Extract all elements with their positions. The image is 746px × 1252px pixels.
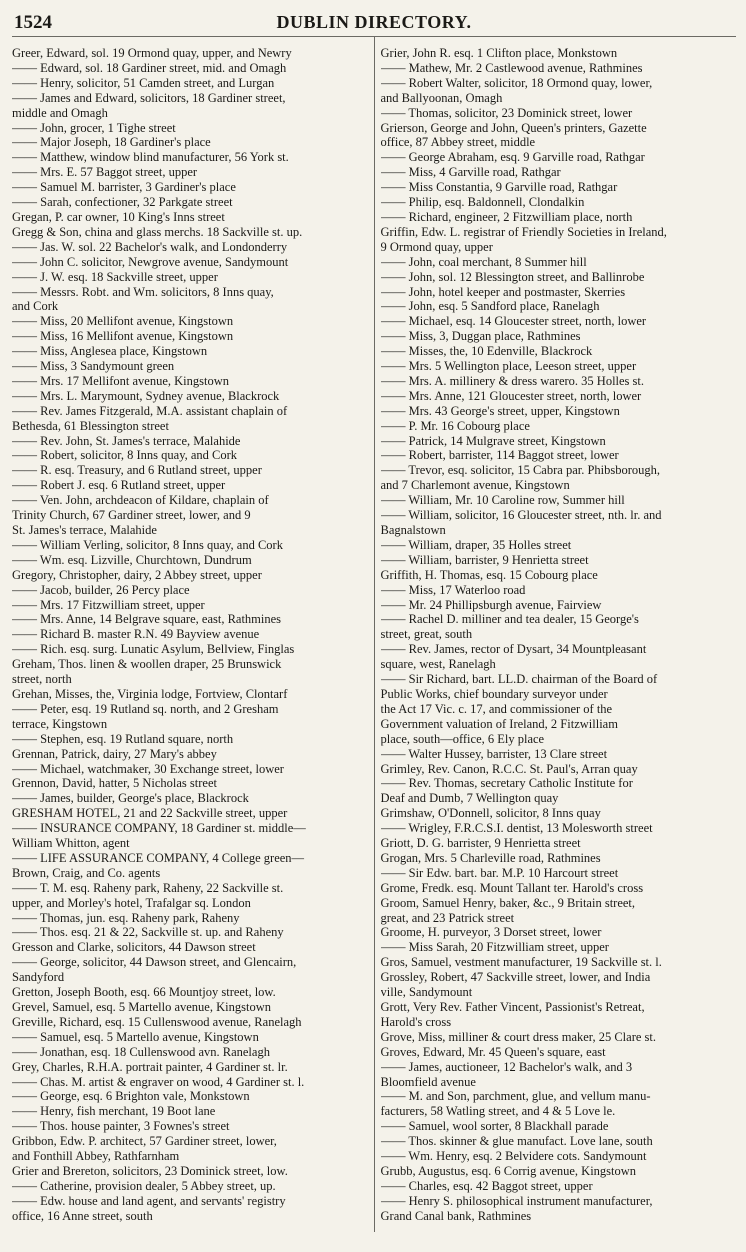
- directory-entry: —— Sir Richard, bart. LL.D. chairman of the Board of: [380, 672, 658, 687]
- directory-entry: Greer, Edward, sol. 19 Ormond quay, upper, and Newry: [12, 46, 292, 60]
- directory-columns: [12, 37, 736, 1232]
- directory-entry: —— Charles, esq. 42 Baggot street, upper: [380, 1178, 593, 1193]
- directory-entry: —— Robert, solicitor, 8 Inns quay, and Cork: [12, 448, 238, 463]
- directory-entry: —— Mrs. 17 Fitzwilliam street, upper: [12, 597, 205, 612]
- directory-entry: —— Philip, esq. Baldonnell, Clondalkin: [380, 195, 585, 210]
- directory-entry: —— Wm. esq. Lizville, Churchtown, Dundrum: [12, 552, 252, 567]
- directory-entry: —— George Abraham, esq. 9 Garville road, Rathgar: [380, 150, 645, 165]
- directory-entry: —— Mrs. Anne, 121 Gloucester street, north, lower: [380, 388, 642, 403]
- directory-entry: —— James and Edward, solicitors, 18 Gardiner street,: [12, 90, 286, 105]
- directory-entry: —— Walter Hussey, barrister, 13 Clare street: [380, 746, 608, 761]
- directory-entry: —— Jonathan, esq. 18 Cullenswood avn. Ranelagh: [12, 1044, 270, 1059]
- directory-entry: Greville, Richard, esq. 15 Cullenswood avenue, Ranelagh: [12, 1014, 302, 1029]
- directory-entry: Grove, Miss, milliner & court dress maker, 25 Clare st.: [380, 1029, 656, 1044]
- directory-entry: —— Mrs. Anne, 14 Belgrave square, east, Rathmines: [12, 612, 282, 627]
- directory-entry: Grier, John R. esq. 1 Clifton place, Monkstown: [380, 46, 618, 60]
- directory-entry: ville, Sandymount: [380, 985, 473, 1000]
- directory-entry: Brown, Craig, and Co. agents: [12, 865, 161, 880]
- directory-entry: Grehan, Misses, the, Virginia lodge, Fortview, Clontarf: [12, 686, 288, 701]
- directory-entry: —— Miss, 16 Mellifont avenue, Kingstown: [12, 329, 234, 344]
- running-title: DUBLIN DIRECTORY.: [276, 12, 472, 32]
- directory-entry: Griffith, H. Thomas, esq. 15 Cobourg place: [380, 567, 598, 582]
- directory-entry: —— Major Joseph, 18 Gardiner's place: [12, 135, 211, 150]
- directory-entry: —— John, grocer, 1 Tighe street: [12, 120, 176, 135]
- directory-entry: middle and Omagh: [12, 105, 108, 120]
- directory-entry: Grevel, Samuel, esq. 5 Martello avenue, Kingstown: [12, 1000, 271, 1014]
- directory-entry: GRESHAM HOTEL, 21 and 22 Sackville street, upper: [12, 806, 288, 821]
- directory-entry: —— P. Mr. 16 Cobourg place: [380, 418, 530, 433]
- directory-entry: —— Thos. house painter, 3 Fownes's street: [12, 1119, 230, 1134]
- directory-entry: Bagnalstown: [380, 523, 446, 537]
- directory-entry: and 7 Charlemont avenue, Kingstown: [380, 478, 570, 493]
- directory-entry: —— Thos. skinner & glue manufact. Love lane, south: [380, 1134, 653, 1149]
- directory-entry: place, south—office, 6 Ely place: [380, 731, 545, 746]
- directory-entry: Grome, Fredk. esq. Mount Tallant ter. Harold's cross: [380, 880, 644, 895]
- directory-entry: —— INSURANCE COMPANY, 18 Gardiner st. middle—: [12, 821, 306, 836]
- directory-entry: 9 Ormond quay, upper: [380, 239, 493, 254]
- directory-entry: —— Richard B. master R.N. 49 Bayview avenue: [12, 627, 260, 642]
- directory-entry: office, 16 Anne street, south: [12, 1208, 153, 1223]
- directory-entry: —— Stephen, esq. 19 Rutland square, north: [12, 731, 234, 746]
- directory-entry: —— Robert, barrister, 114 Baggot street, lower: [380, 448, 619, 463]
- directory-entry: —— Ven. John, archdeacon of Kildare, chaplain of: [12, 493, 269, 508]
- directory-entry: —— Edw. house and land agent, and servants' registry: [12, 1193, 286, 1208]
- directory-entry: —— William, solicitor, 16 Gloucester street, nth. lr. and: [380, 508, 662, 523]
- directory-entry: —— Rachel D. milliner and tea dealer, 15 George's: [380, 612, 639, 627]
- right-column: [375, 46, 737, 1232]
- directory-entry: Harold's cross: [380, 1014, 452, 1029]
- directory-entry: Griffin, Edw. L. registrar of Friendly Societies in Ireland,: [380, 224, 667, 239]
- directory-entry: —— Mrs. 17 Mellifont avenue, Kingstown: [12, 373, 229, 388]
- directory-entry: —— Miss, 20 Mellifont avenue, Kingstown: [12, 314, 234, 329]
- directory-entry: —— Miss, 3, Duggan place, Rathmines: [380, 329, 581, 344]
- directory-entry: —— Misses, the, 10 Edenville, Blackrock: [380, 344, 593, 359]
- directory-entry: —— Jas. W. sol. 22 Bachelor's walk, and Londonderry: [12, 239, 288, 254]
- directory-entry: —— Miss Sarah, 20 Fitzwilliam street, upper: [380, 940, 609, 955]
- directory-entry: Gregan, P. car owner, 10 King's Inns street: [12, 209, 225, 224]
- directory-entry: Grierson, George and John, Queen's printers, Gazette: [380, 120, 647, 135]
- directory-entry: —— John C. solicitor, Newgrove avenue, Sandymount: [12, 254, 289, 269]
- directory-entry: street, north: [12, 672, 72, 687]
- directory-entry: —— Wm. Henry, esq. 2 Belvidere cots. Sandymount: [380, 1149, 647, 1164]
- directory-entry: —— Miss, 17 Waterloo road: [380, 582, 526, 597]
- directory-entry: —— Edward, sol. 18 Gardiner street, mid. and Omagh: [12, 60, 287, 75]
- directory-entry: Grey, Charles, R.H.A. portrait painter, 4 Gardiner st. lr.: [12, 1059, 288, 1074]
- left-column: [12, 46, 374, 1232]
- directory-entry: —— Rev. James Fitzgerald, M.A. assistant chaplain of: [12, 403, 288, 418]
- directory-entry: and Ballyoonan, Omagh: [380, 90, 503, 105]
- directory-entry: —— William, draper, 35 Holles street: [380, 537, 572, 552]
- directory-entry: —— Mrs. E. 57 Baggot street, upper: [12, 165, 198, 180]
- directory-entry: Sandyford: [12, 970, 65, 985]
- directory-entry: —— Henry, fish merchant, 19 Boot lane: [12, 1104, 216, 1119]
- directory-entry: Grier and Brereton, solicitors, 23 Dominick street, low.: [12, 1163, 288, 1178]
- directory-entry: —— Michael, watchmaker, 30 Exchange street, lower: [12, 761, 284, 776]
- directory-entry: Groom, Samuel Henry, baker, &c., 9 Britain street,: [380, 895, 636, 910]
- directory-entry: Public Works, chief boundary surveyor under: [380, 686, 608, 701]
- directory-entry: —— Henry S. philosophical instrument manufacturer,: [380, 1193, 653, 1208]
- directory-entry: Gretton, Joseph Booth, esq. 66 Mountjoy street, low.: [12, 985, 276, 1000]
- directory-entry: —— Richard, engineer, 2 Fitzwilliam place, north: [380, 209, 633, 224]
- directory-entry: —— Chas. M. artist & engraver on wood, 4 Gardiner st. l.: [12, 1074, 305, 1089]
- directory-entry: terrace, Kingstown: [12, 716, 108, 731]
- directory-entry: —— Matthew, window blind manufacturer, 56 York st.: [12, 150, 289, 165]
- directory-entry: —— John, hotel keeper and postmaster, Skerries: [380, 284, 626, 299]
- directory-entry: —— Mrs. 43 George's street, upper, Kingstown: [380, 403, 620, 418]
- directory-entry: —— Samuel M. barrister, 3 Gardiner's place: [12, 180, 236, 195]
- directory-entry: —— Mathew, Mr. 2 Castlewood avenue, Rathmines: [380, 60, 643, 75]
- directory-entry: Groves, Edward, Mr. 45 Queen's square, east: [380, 1044, 606, 1059]
- directory-entry: —— Mrs. 5 Wellington place, Leeson street, upper: [380, 359, 637, 374]
- directory-entry: —— Mrs. A. millinery & dress warero. 35 Holles st.: [380, 373, 645, 388]
- directory-entry: —— Wrigley, F.R.C.S.I. dentist, 13 Molesworth street: [380, 821, 653, 836]
- directory-entry: —— Mr. 24 Phillipsburgh avenue, Fairview: [380, 597, 602, 612]
- directory-entry: —— Sir Edw. bart. bar. M.P. 10 Harcourt street: [380, 865, 619, 880]
- directory-entry: —— Thomas, solicitor, 23 Dominick street, lower: [380, 105, 633, 120]
- directory-entry: —— Peter, esq. 19 Rutland sq. north, and 2 Gresham: [12, 701, 279, 716]
- directory-entry: —— Messrs. Robt. and Wm. solicitors, 8 Inns quay,: [12, 284, 274, 299]
- directory-entry: —— Michael, esq. 14 Gloucester street, north, lower: [380, 314, 647, 329]
- directory-entry: and Cork: [12, 299, 59, 314]
- directory-entry: —— John, coal merchant, 8 Summer hill: [380, 254, 587, 269]
- directory-entry: Government valuation of Ireland, 2 Fitzwilliam: [380, 716, 618, 731]
- directory-entry: Grimley, Rev. Canon, R.C.C. St. Paul's, Arran quay: [380, 761, 638, 776]
- directory-entry: —— T. M. esq. Raheny park, Raheny, 22 Sackville st.: [12, 880, 284, 895]
- directory-entry: William Whitton, agent: [12, 836, 130, 851]
- directory-entry: —— John, sol. 12 Blessington street, and Ballinrobe: [380, 269, 645, 284]
- directory-entry: —— Samuel, esq. 5 Martello avenue, Kingstown: [12, 1029, 259, 1044]
- directory-entry: Griott, D. G. barrister, 9 Henrietta street: [380, 836, 581, 851]
- directory-entry: Grossley, Robert, 47 Sackville street, lower, and India: [380, 970, 651, 985]
- directory-entry: —— Patrick, 14 Mulgrave street, Kingstown: [380, 433, 606, 448]
- page-number: 1524: [14, 12, 52, 33]
- directory-entry: —— Thos. esq. 21 & 22, Sackville st. up. and Raheny: [12, 925, 284, 940]
- directory-entry: —— James, builder, George's place, Blackrock: [12, 791, 249, 806]
- directory-entry: —— George, solicitor, 44 Dawson street, and Glencairn,: [12, 955, 297, 970]
- directory-entry: upper, and Morley's hotel, Trafalgar sq. London: [12, 895, 251, 910]
- directory-entry: —— LIFE ASSURANCE COMPANY, 4 College green—: [12, 850, 305, 865]
- directory-entry: —— William, barrister, 9 Henrietta street: [380, 552, 589, 567]
- directory-entry: —— Robert J. esq. 6 Rutland street, upper: [12, 478, 226, 493]
- directory-entry: Grogan, Mrs. 5 Charleville road, Rathmines: [380, 850, 601, 865]
- directory-entry: —— Miss, 3 Sandymount green: [12, 359, 175, 374]
- directory-entry: —— Mrs. L. Marymount, Sydney avenue, Blackrock: [12, 388, 280, 403]
- directory-entry: —— James, auctioneer, 12 Bachelor's walk, and 3: [380, 1059, 633, 1074]
- directory-entry: —— John, esq. 5 Sandford place, Ranelagh: [380, 299, 600, 314]
- directory-entry: —— George, esq. 6 Brighton vale, Monkstown: [12, 1089, 250, 1104]
- directory-entry: —— Jacob, builder, 26 Percy place: [12, 582, 190, 597]
- directory-entry: Grubb, Augustus, esq. 6 Corrig avenue, Kingstown: [380, 1163, 637, 1178]
- directory-entry: facturers, 58 Watling street, and 4 & 5 Love le.: [380, 1104, 616, 1119]
- directory-entry: —— Miss, Anglesea place, Kingstown: [12, 344, 208, 359]
- directory-entry: street, great, south: [380, 627, 473, 642]
- directory-entry: office, 87 Abbey street, middle: [380, 135, 536, 150]
- directory-entry: —— M. and Son, parchment, glue, and vellum manu-: [380, 1089, 651, 1104]
- directory-entry: —— R. esq. Treasury, and 6 Rutland street, upper: [12, 463, 262, 478]
- directory-entry: —— J. W. esq. 18 Sackville street, upper: [12, 269, 218, 284]
- directory-entry: —— Miss Constantia, 9 Garville road, Rathgar: [380, 180, 618, 195]
- directory-entry: great, and 23 Patrick street: [380, 910, 515, 925]
- directory-entry: Grennon, David, hatter, 5 Nicholas street: [12, 776, 217, 791]
- directory-entry: Deaf and Dumb, 7 Wellington quay: [380, 791, 559, 806]
- directory-entry: Gribbon, Edw. P. architect, 57 Gardiner street, lower,: [12, 1134, 277, 1149]
- directory-entry: —— Catherine, provision dealer, 5 Abbey street, up.: [12, 1178, 276, 1193]
- directory-entry: Grimshaw, O'Donnell, solicitor, 8 Inns quay: [380, 806, 601, 821]
- directory-entry: Gregg & Son, china and glass merchs. 18 Sackville st. up.: [12, 224, 303, 239]
- directory-entry: —— William Verling, solicitor, 8 Inns quay, and Cork: [12, 537, 283, 552]
- directory-entry: —— Rev. Thomas, secretary Catholic Institute for: [380, 776, 633, 791]
- directory-entry: —— Trevor, esq. solicitor, 15 Cabra par. Phibsborough,: [380, 463, 661, 478]
- directory-entry: the Act 17 Vic. c. 17, and commissioner of the: [380, 701, 613, 716]
- directory-entry: —— William, Mr. 10 Caroline row, Summer hill: [380, 493, 625, 508]
- directory-entry: Gresson and Clarke, solicitors, 44 Dawson street: [12, 940, 256, 955]
- directory-entry: Gregory, Christopher, dairy, 2 Abbey street, upper: [12, 567, 262, 582]
- directory-entry: square, west, Ranelagh: [380, 657, 496, 672]
- directory-entry: Bethesda, 61 Blessington street: [12, 418, 169, 433]
- directory-entry: Grand Canal bank, Rathmines: [380, 1208, 532, 1223]
- page-header: [12, 8, 736, 37]
- directory-entry: St. James's terrace, Malahide: [12, 523, 157, 537]
- directory-entry: Groome, H. purveyor, 3 Dorset street, lower: [380, 925, 602, 940]
- directory-entry: —— Rich. esq. surg. Lunatic Asylum, Bellview, Finglas: [12, 642, 295, 657]
- directory-entry: —— Henry, solicitor, 51 Camden street, and Lurgan: [12, 75, 275, 90]
- directory-entry: —— Thomas, jun. esq. Raheny park, Raheny: [12, 910, 240, 925]
- directory-entry: —— Rev. James, rector of Dysart, 34 Mountpleasant: [380, 642, 647, 657]
- directory-entry: Greham, Thos. linen & woollen draper, 25 Brunswick: [12, 657, 282, 672]
- directory-entry: Gros, Samuel, vestment manufacturer, 19 Sackville st. l.: [380, 955, 662, 970]
- directory-entry: —— Miss, 4 Garville road, Rathgar: [380, 165, 561, 180]
- directory-entry: Bloomfield avenue: [380, 1074, 476, 1089]
- directory-entry: —— Sarah, confectioner, 32 Parkgate street: [12, 195, 233, 210]
- directory-entry: Grott, Very Rev. Father Vincent, Passionist's Retreat,: [380, 1000, 645, 1014]
- directory-entry: Trinity Church, 67 Gardiner street, lower, and 9: [12, 508, 251, 523]
- directory-entry: Grennan, Patrick, dairy, 27 Mary's abbey: [12, 746, 217, 761]
- directory-entry: —— Robert Walter, solicitor, 18 Ormond quay, lower,: [380, 75, 653, 90]
- directory-entry: —— Rev. John, St. James's terrace, Malahide: [12, 433, 241, 448]
- directory-entry: and Fonthill Abbey, Rathfarnham: [12, 1149, 180, 1164]
- directory-entry: —— Samuel, wool sorter, 8 Blackhall parade: [380, 1119, 609, 1134]
